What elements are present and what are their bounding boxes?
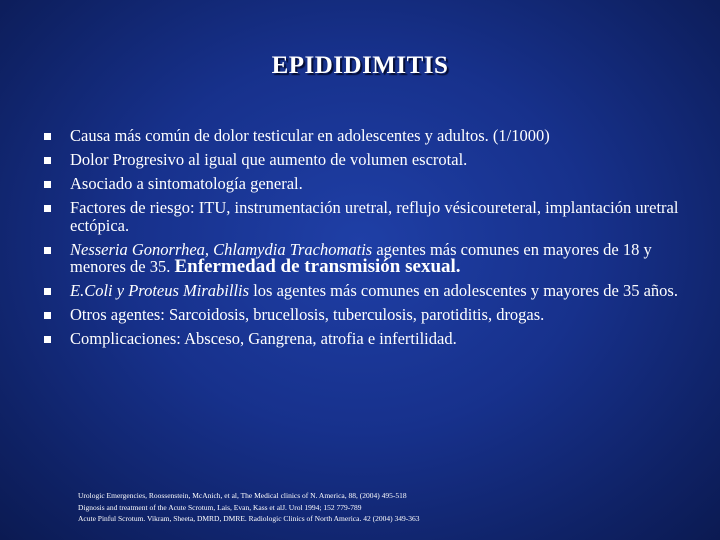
bullet-text: Asociado a sintomatología general.: [70, 174, 303, 193]
square-bullet-icon: [44, 133, 51, 140]
bullet-text: Causa más común de dolor testicular en adolescentes y adultos. (1/1000): [70, 126, 550, 145]
bullet-text: Factores de riesgo: ITU, instrumentación uretral, reflujo vésicoureteral, implantación uretral ectópica.: [70, 198, 679, 235]
square-bullet-icon: [44, 312, 51, 319]
bullet-italic-text: Nesseria Gonorrhea, Chlamydia Trachomatis: [70, 239, 373, 259]
bullet-item: [44, 127, 684, 145]
reference-line: Dignosis and treatment of the Acute Scrotum, Lais, Evan, Kass et alJ. Urol 1994; 152 779-789: [78, 502, 362, 512]
bullet-item: [44, 330, 684, 348]
square-bullet-icon: [44, 247, 51, 254]
bullet-item: [44, 306, 684, 324]
bullet-text: Otros agentes: Sarcoidosis, brucellosis, tuberculosis, parotiditis, drogas.: [70, 305, 545, 324]
bullet-italic-text: E.Coli y Proteus Mirabillis: [70, 281, 250, 300]
bullet-text: los agentes más comunes en adolescentes y mayores de 35 años.: [249, 281, 678, 300]
square-bullet-icon: [44, 181, 51, 188]
square-bullet-icon: [44, 205, 51, 212]
bullet-item: [44, 199, 684, 234]
bullet-text: agentes más comunes en mayores de 18 y menores de 35.: [70, 239, 652, 276]
bullet-item: [44, 241, 684, 276]
reference-line: Urologic Emergencies, Roossenstein, McAnich, et al, The Medical clinics of N. America, 88, (2004) 495-518: [78, 491, 407, 500]
bullet-bold-text: Enfermedad de transmisión sexual.: [174, 256, 461, 277]
bullet-item: [44, 175, 684, 193]
bullet-text: Complicaciones: Absceso, Gangrena, atrofia e infertilidad.: [70, 329, 457, 348]
reference-line: Acute Pinful Scrotum. Vikram, Sheeta, DMRD, DMRE. Radiologic Clinics of North America. 42 (2004) 349-363: [78, 514, 420, 523]
square-bullet-icon: [44, 157, 51, 164]
references: [78, 490, 698, 525]
bullet-item: [44, 151, 684, 169]
bullet-text: Dolor Progresivo al igual que aumento de volumen escrotal.: [70, 150, 468, 169]
square-bullet-icon: [44, 336, 51, 343]
slide-title: EPIDIDIMITIS: [271, 52, 449, 79]
square-bullet-icon: [44, 288, 51, 295]
bullet-item: [44, 282, 684, 300]
bullet-list: [44, 127, 684, 354]
